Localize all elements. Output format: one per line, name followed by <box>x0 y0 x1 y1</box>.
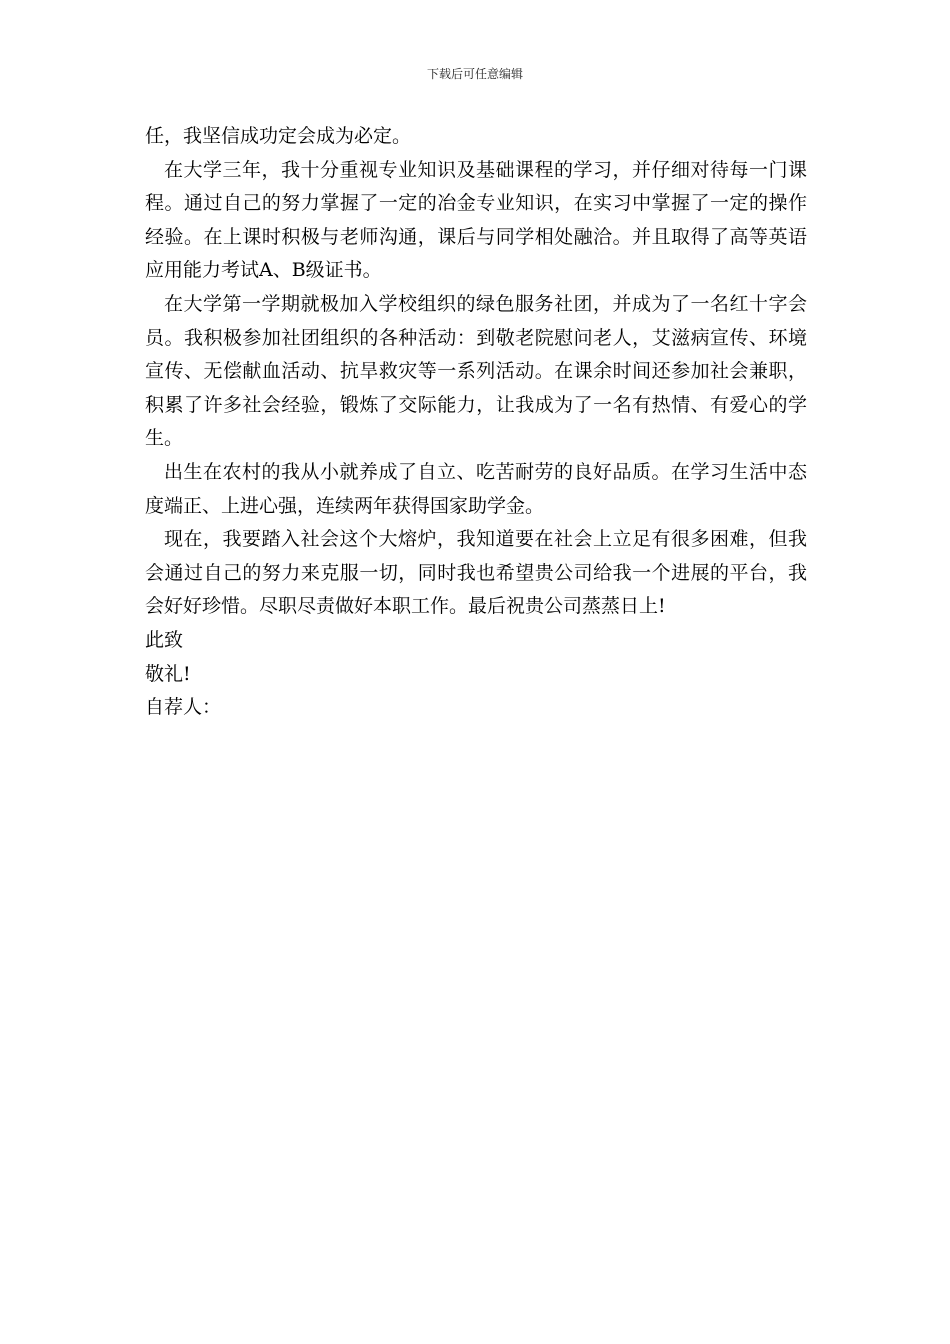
closing-salutation: 此致 <box>145 628 184 651</box>
paragraph-activities: 在大学第一学期就极加入学校组织的绿色服务社团，并成为了一名红十字会员。我积极参加社团组织的各种活动：到敬老院慰问老人，艾滋病宣传、环境宣传、无偿献血活动、抗旱救灾等一系列活动。在课余时间还参加社会兼职，积累了许多社会经验，锻炼了交际能力，让我成为了一名有热情、有爱心的学生。 <box>145 292 807 450</box>
letter-body <box>145 120 807 725</box>
paragraph-continuation: 任，我坚信成功定会成为必定。 <box>145 125 412 147</box>
paragraph-aspiration: 现在，我要踏入社会这个大熔炉，我知道要在社会上立足有很多困难，但我会通过自己的努力来克服一切，同时我也希望贵公司给我一个进展的平台，我会好好珍惜。尽职尽责做好本职工作。最后祝贵公司蒸蒸日上! <box>145 528 807 618</box>
page-header: 下载后可任意编辑 <box>426 67 523 81</box>
paragraph-character: 出生在农村的我从小就养成了自立、吃苦耐劳的良好品质。在学习生活中态度端正、上进心强，连续两年获得国家助学金。 <box>145 460 807 517</box>
paragraph-studies: 在大学三年，我十分重视专业知识及基础课程的学习，并仔细对待每一门课程。通过自己的努力掌握了一定的冶金专业知识，在实习中掌握了一定的操作经验。在上课时积极与老师沟通，课后与同学相处融洽。并且取得了高等英语应用能力考试A、B级证书。 <box>145 158 807 282</box>
closing-signature: 自荐人： <box>145 696 222 719</box>
closing-respect: 敬礼! <box>145 662 191 685</box>
